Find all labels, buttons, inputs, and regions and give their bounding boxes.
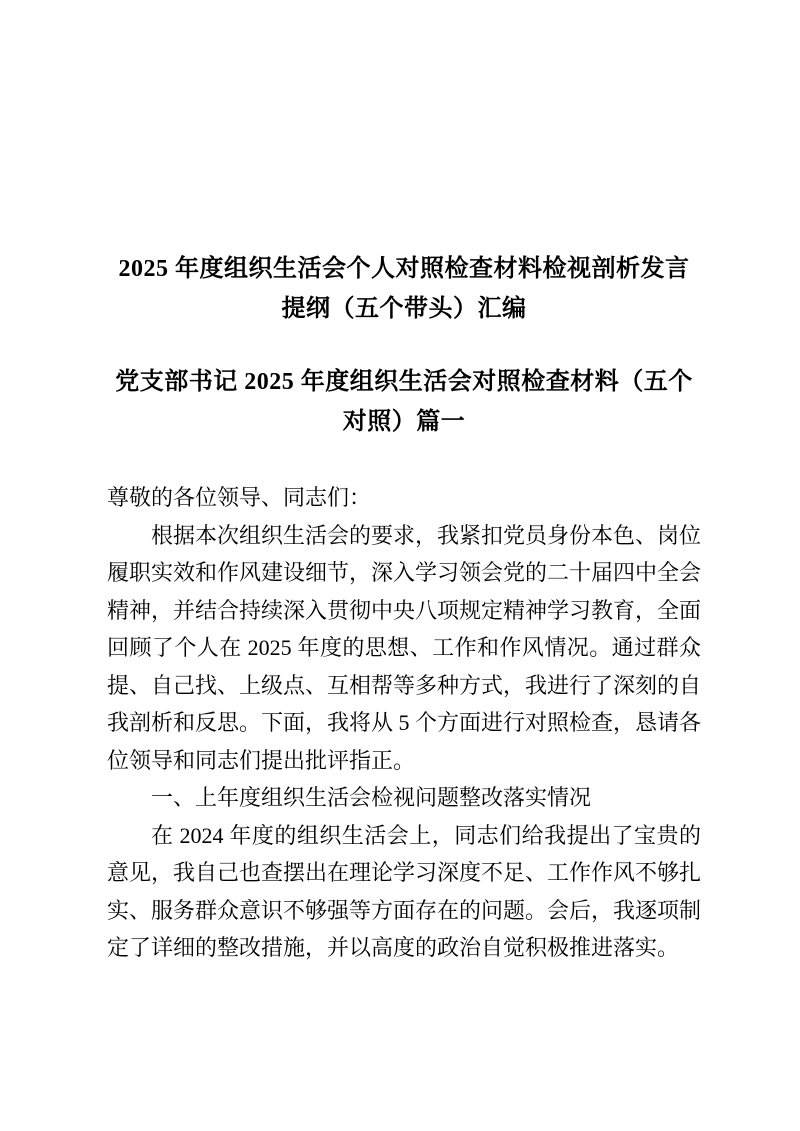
document-subtitle: 党支部书记 2025 年度组织生活会对照检查材料（五个对照）篇一 (115, 369, 693, 435)
document-content (107, 249, 701, 967)
salutation-line: 尊敬的各位领导、同志们： (107, 485, 372, 510)
body-paragraph: 根据本次组织生活会的要求，我紧扣党员身份本色、岗位履职实效和作风建设细节，深入学习领会党的二十届四中全会精神，并结合持续深入贯彻中央八项规定精神学习教育，全面回顾了个人在 2025 年度的思想、工作和作风情况。通过群众提、自己找、上级点、互相帮等多种方式，我进行了深刻的自我剖析和反思。下面，我将从 5 个方面进行对照检查，恳请各位领导和同志们提出批评指正。 (107, 522, 702, 773)
document-title: 2025 年度组织生活会个人对照检查材料检视剖析发言提纲（五个带头）汇编 (118, 256, 690, 322)
section-heading: 一、上年度组织生活会检视问题整改落实情况 (151, 785, 592, 810)
document-body (107, 479, 701, 967)
body-paragraph: 在 2024 年度的组织生活会上，同志们给我提出了宝贵的意见，我自己也查摆出在理论学习深度不足、工作作风不够扎实、服务群众意识不够强等方面存在的问题。会后，我逐项制定了详细的整改措施，并以高度的政治自觉积极推进落实。 (107, 822, 702, 960)
